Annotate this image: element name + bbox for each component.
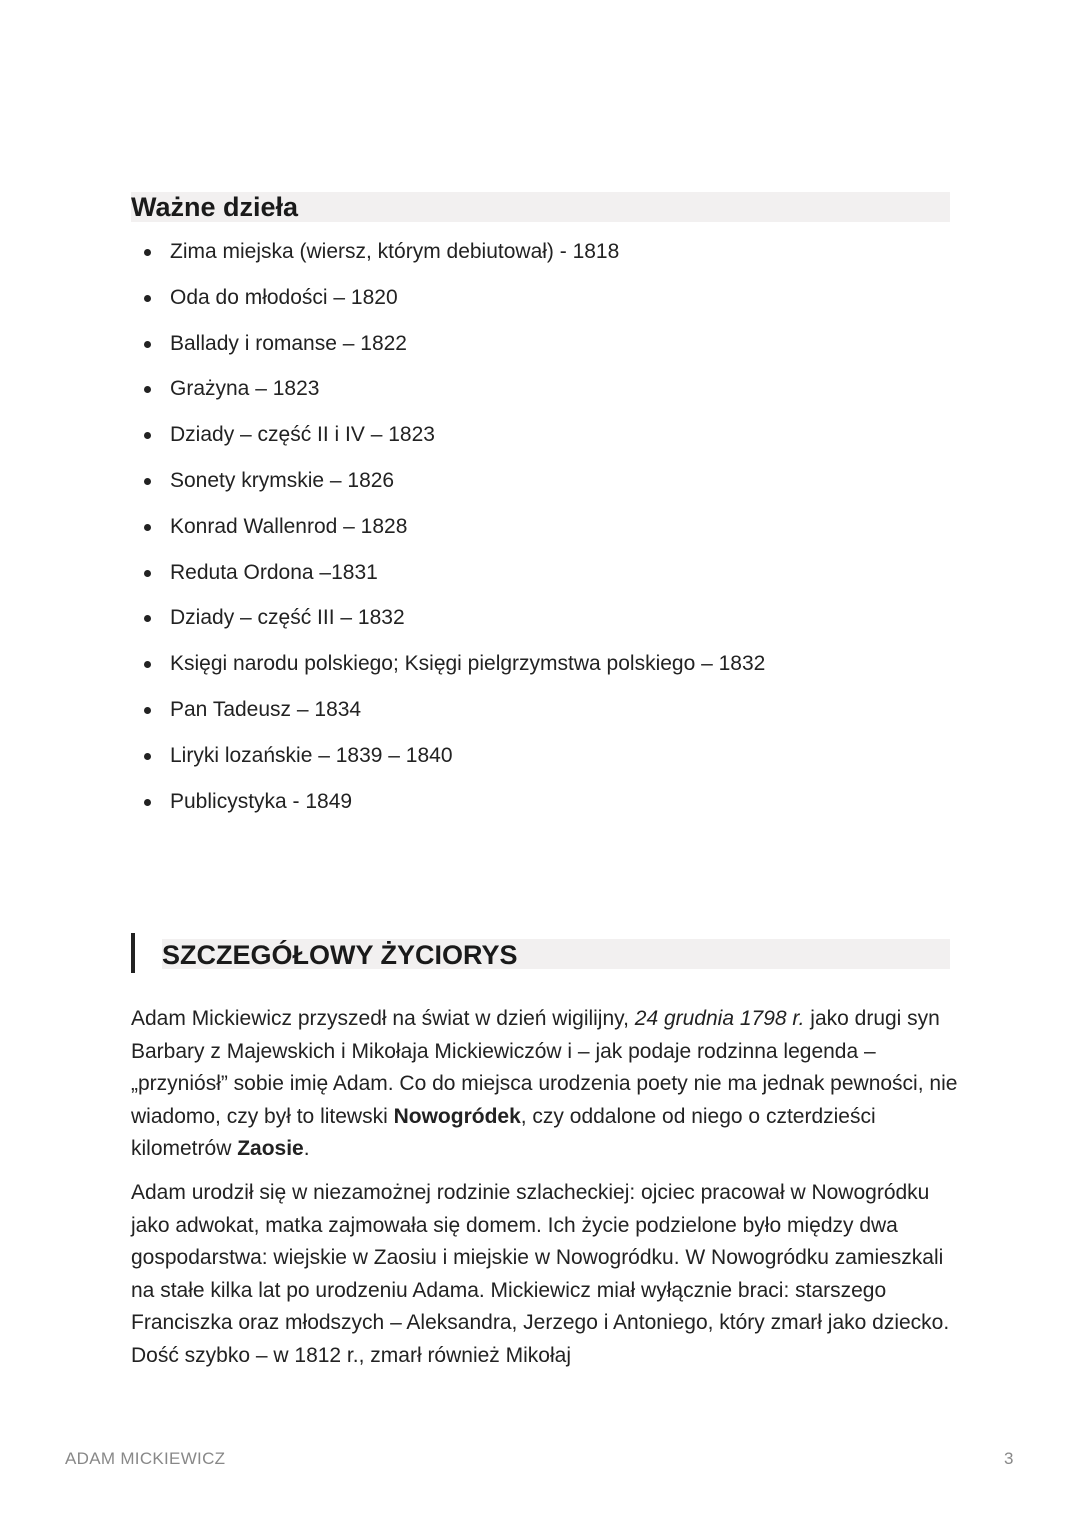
birth-date: 24 grudnia 1798 r.: [634, 1007, 805, 1030]
works-list: [142, 236, 765, 831]
text-run: jako drugi syn Barbary z Majewskich i Mikołaja Mickiewiczów i – jak podaje rodzinna legenda – „przyniósł” sobie imię Adam. Co do miejsca urodzenia poety nie ma jednak pewności, nie wiadomo, czy był to litewski: [131, 1007, 958, 1128]
list-item: Księgi narodu polskiego; Księgi pielgrzymstwa polskiego – 1832: [142, 648, 765, 680]
heading-accent-bar: [131, 933, 135, 973]
biography-paragraph-1: [131, 1003, 961, 1166]
text-run: .: [303, 1137, 310, 1161]
list-item: Konrad Wallenrod – 1828: [142, 511, 765, 543]
biography-heading: SZCZEGÓŁOWY ŻYCIORYS: [162, 939, 950, 969]
list-item: Dziady – część II i IV – 1823: [142, 419, 765, 451]
list-item: Sonety krymskie – 1826: [142, 465, 765, 497]
page-number: 3: [1004, 1449, 1014, 1468]
list-item: Oda do młodości – 1820: [142, 282, 765, 314]
text-run: , czy oddalone od niego o czterdzieści kilometrów: [131, 1104, 876, 1161]
list-item: Liryki lozańskie – 1839 – 1840: [142, 740, 765, 772]
place-nowogrodek: Nowogródek: [393, 1104, 521, 1128]
list-item: Grażyna – 1823: [142, 373, 765, 405]
list-item: Zima miejska (wiersz, którym debiutował) - 1818: [142, 236, 765, 268]
footer-title: ADAM MICKIEWICZ: [65, 1449, 226, 1468]
list-item: Reduta Ordona –1831: [142, 557, 765, 589]
text-run: Adam Mickiewicz przyszedł na świat w dzień wigilijny,: [131, 1007, 635, 1030]
place-zaosie: Zaosie: [237, 1137, 304, 1161]
list-item: Publicystyka - 1849: [142, 786, 765, 818]
works-heading: Ważne dzieła: [131, 192, 950, 222]
list-item: Dziady – część III – 1832: [142, 602, 765, 634]
list-item: Pan Tadeusz – 1834: [142, 694, 765, 726]
biography-paragraph-2: Adam urodził się w niezamożnej rodzinie szlacheckiej: ojciec pracował w Nowogródku jako adwokat, matka zajmowała się domem. Ich życie podzielone było między dwa gospodarstwa: wiejskie w Zaosiu i miejskie w Nowogródku. W Nowogródku zamieszkali na stałe kilka lat po urodzeniu Adama. Mickiewicz miał wyłącznie braci: starszego Franciszka oraz młodszych – Aleksandra, Jerzego i Antoniego, który zmarł jako dziecko. Dość szybko – w 1812 r., zmarł również Mikołaj: [131, 1181, 950, 1367]
list-item: Ballady i romanse – 1822: [142, 328, 765, 360]
